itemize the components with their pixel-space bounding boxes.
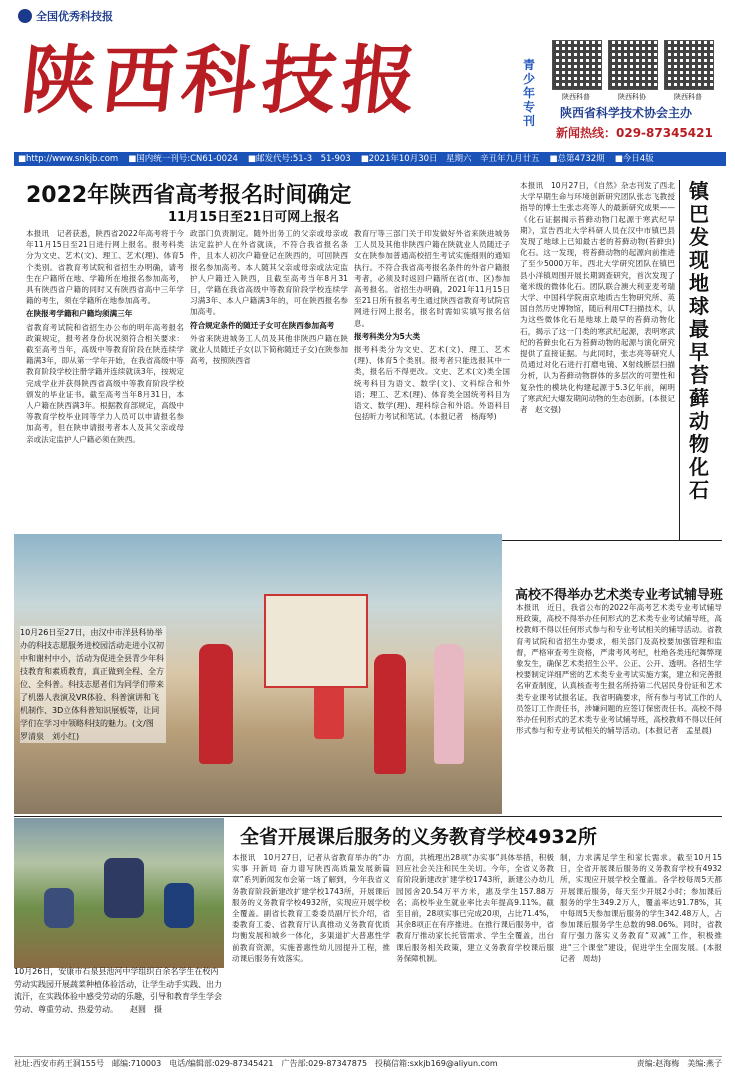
article-column: 方面，共梳理出28项“办实事”具体举措，积极回应社会关注和民生关切。今年，全省义务教育阶段新建改扩建学校1743所，新建公办幼儿园园舍20.54万平方米，惠及学生157.88万名；高校毕业生就业率比去年提高9.11%。截至目前，28项实事已完成20项，占比71.4%，其余8项正在有序推进。在推行课后服务中，省教育厅推动家长托管需求、学生全覆盖，出台课后服务相关政策，建立义务教育学校课后服务保障机制。 [396, 853, 554, 963]
qr-code[interactable] [664, 40, 712, 102]
article-headline: 高校不得举办艺术类专业考试辅导班 [515, 588, 724, 603]
masthead-title: 陕西科技报 [17, 38, 427, 124]
edition-label: 青少年专刊 [522, 58, 535, 128]
article-lead: 本报讯 记者获悉，陕西省2022年高考将于今年11月15日至21日进行网上报名。报考科类分为文史、艺术(文)、理工、艺术(理)、体育5个类别。省教育考试院和省招生办明确，请考生在户籍所在地、学籍所在地报名参加高考，具有陕西省户籍的同时又有陕西省高中三年学籍的考生，须在学籍所在地参加高考。 [26, 229, 184, 306]
award-icon [18, 9, 32, 23]
student-figure [199, 644, 233, 764]
news-hotline: 新闻热线：029-87345421 [556, 126, 713, 140]
section-heading: 在陕报考学籍和户籍均须满三年 [26, 309, 133, 319]
student-figure [374, 654, 406, 774]
article-body: 教育厅等三部门关于印发做好外省来陕进城务工人员及其他非陕西户籍在陕就业人员随迁子女在陕参加普通高校招生考试实施细则的通知执行。不符合我省高考报名条件的外省户籍报考者，必须及时返回户籍所在省(市、区)参加高考报名。省招生办明确，2021年11月15日至21日所有报名考生通过陕西省教育考试院官网进行网上报名，报名时需如实填写报名信息。 [354, 229, 510, 328]
student-figure [164, 883, 194, 928]
sidebar-article-body: 本报讯 10月27日，《自然》杂志刊发了西北大学早期生命与环境创新研究团队张志飞教授指导的博士生张志亮等人的最新研究成果——《化石证据揭示苔藓动物门起源于寒武纪早期》，宣告西北大学科研人员在汉中市镇巴县发现了地球上已知最古老的苔藓动物(苔藓虫)化石。这一发现，将苔藓动物的起源向前推进了至少5000万年。西北大学研究团队在镇巴县小洋镇周围开展长期调查研究，首次发现了毫米级的微体化石。团队联合澳大利亚麦考瑞大学、中国科学院南京地质古生物研究所、英国自然历史博物馆，随后利用CT扫描技术，认为这些微体化石是地球上最早的苔藓动物化石，揭示了这一门类的寒武纪起源，表明寒武纪的苔藓虫化石为苔藓动物的起源与演化研究提供了直接证据。与此同时，张志亮等研究人员通过对化石进行打磨电镜、X射线断层扫描分析，认为苔藓动物群体的多层次的可塑性和复杂性的模块化构建起源于5.3亿年前，阐明了寒武纪大爆发期间动物的生态创新。(本报记者 赵文强) [520, 181, 675, 415]
article-headline: 2022年陕西省高考报名时间确定 [26, 183, 352, 208]
student-figure [434, 644, 464, 764]
divider [14, 816, 722, 817]
qr-code-icon [552, 40, 602, 90]
section-heading: 符合规定条件的随迁子女可在陕西参加高考 [190, 320, 335, 330]
footer-editors: 责编:赵海梅 美编:燕子 [636, 1059, 722, 1068]
award-label: 全国优秀科技报 [36, 10, 113, 23]
qr-code[interactable] [552, 40, 600, 102]
qr-code[interactable] [608, 40, 656, 102]
page-count: ■今日4版 [614, 154, 654, 164]
article-column [354, 228, 510, 534]
website-link[interactable]: ■http://www.snkjb.com [18, 154, 119, 164]
issn-info: ■国内统一刊号:CN61-0024 [128, 154, 238, 164]
section-heading: 报考科类分为5大类 [354, 331, 421, 341]
sponsor-line: 陕西省科学技术协会主办 [560, 106, 693, 120]
article-body: 本报讯 近日，我省公布的2022年高考艺术类专业考试辅导班政策，高校不得举办任何形式的艺术类专业考试辅导班，高校教师不得以任何形式参与和专业考试相关的辅导活动。省教育考试院和省招生办要求，相关部门及高校要加强管理和监督，严格审查考生资格，严肃考风考纪，杜绝各类违纪舞弊现象发生，确保艺术类招生公平、公正、公开、透明。各招生学校要制定详细严密的艺术类专业考试实施方案，建立和完善报名审查制度，认真核查考生报名所持第二代居民身份证和艺术类专业课考试报名证。我省明确要求，所有参与考试工作的人员签订工作责任书，涉嫌问题的应签订保密责任书。高校不得举办任何形式的艺术类专业考试辅导班，高校教师不得以任何形式参与和专业考试相关的辅导活动。(本报记者 孟星晨) [516, 603, 722, 736]
teacher-figure [104, 858, 144, 918]
article-column [26, 228, 184, 534]
footer-contact: 社址:西安市药王洞155号 邮编:710003 电话/编辑部:029-87345421 广告部:029-87347875 投稿信箱:sxkjb169@aliyun.com [14, 1059, 498, 1068]
postal-code-info: ■邮发代号:51-3 51-903 [247, 154, 351, 164]
qr-code-group [552, 40, 712, 102]
page-footer [14, 1056, 722, 1071]
divider [679, 180, 680, 540]
qr-code-icon [664, 40, 714, 90]
qr-label: 陕西科普 [674, 93, 702, 101]
sidebar-vertical-title: 镇巴发现地球最早苔藓动物化石 [689, 179, 709, 502]
article-headline: 全省开展课后服务的义务教育学校4932所 [240, 826, 597, 848]
issue-number: ■总第4732期 [549, 154, 605, 164]
article-body: 政部门负责制定。随外出务工的父亲或母亲或法定监护人在外省就读，不符合我省报名条件，且本人初次户籍登记在陕西的，可回陕西报名参加高考。本人随其父亲或母亲或法定监护人户籍迁入陕西，且截至高考当年8月31日，学籍在我省高级中等教育阶段学校连续学习满3年、本人户籍满3年的，可在陕西报名参加高考。 [190, 229, 348, 317]
issue-date: ■2021年10月30日 星期六 辛丑年九月廿五 [360, 154, 540, 164]
qr-code-icon [608, 40, 658, 90]
qr-label: 陕西科普 [562, 93, 590, 101]
article-column: 制，力求满足学生和家长需求。截至10月15日，全省开展课后服务的义务教育学校有4932所，实现应开展学校全覆盖。各学校每周5天都开展课后服务，每天至少开展2小时；参加课后服务的学生349.2万人，覆盖率达91.78%，其中每周5天参加课后服务的学生342.48万人，占参加课后服务学生总数的98.06%。同时，省教育厅强力落实义务教育“双减”工作，积极推进“三个课堂”建设，促进学生全面发展。(本报记者 周劫) [560, 853, 722, 963]
article-body: 外省来陕进城务工人员及其他非陕西户籍在陕就业人员随迁子女(以下简称随迁子女)在陕参加高考，按照陕西省 [190, 333, 348, 366]
article-body: 报考科类分为文史、艺术(文)、理工、艺术(理)、体育5个类别。报考者只能选报其中一类，报名后不得更改。文史、艺术(文)类全国统考科目为语文、数学(文)、文科综合和外语；理工、艺术(理)、体育类全国统考科目为语文、数学(理)、理科综合和外语。外语科目包括听力考试和笔试。(本报记者 杨海琴) [354, 345, 510, 422]
article-body: 省教育考试院和省招生办公布的明年高考报名政策规定，报考者身份状况须符合相关要求：截至高考当年，高级中等教育阶段在陕连续学籍满3年，即从第一学年开始，在我省高级中等教育阶段学校注册学籍并连续就读3年，按规定完成学业并获得陕西省高级中等教育阶段学校颁发的毕业证书。截至高考当年8月31日，本人户籍在陕西满3年。根据教育部规定，高级中等教育学校毕业同等学力人员可以申请报名参加高考，但在陕申请报考者本人及其父亲或母亲或法定监护人户籍必须在陕西。 [26, 322, 184, 444]
exhibit-board [264, 594, 368, 688]
issue-info-bar [14, 152, 726, 166]
article-column: 本报讯 10月27日，记者从省教育举办的“办实事 开新局 奋力谱写陕西高质量发展新篇章”系列新闻发布会第一场了解到，今年我省义务教育阶段新建改扩建学校1743所，开展课后服务的义务教育学校4932所，实现应开展学校全覆盖。副省长教育工委委员副厅长介绍，省委教育工委、省教育厅认真推动义务教育优质均衡发展和城乡一体化，多渠道扩大普惠性学前教育资源，实施普惠性幼儿园提升工程，推动课后服务有效落实。 [232, 853, 390, 963]
article-subhead: 11月15日至21日可网上报名 [168, 210, 340, 225]
photo-caption: 10月26日至27日，由汉中市洋县科协举办的科技志愿服务进校园活动走进小汉初中和谢村中小，活动为促进全县青少年科技教育和素质教育，真正做到全程、全方位、全科普。科技志愿者们为同学们带来了机器人表演及VR体验、科普演讲和飞机制作、3D立体科普知识展板等，让同学们在学习中领略科技的魅力。(文/图 罗清泉 刘小红) [20, 628, 164, 741]
student-figure [44, 888, 74, 928]
article-column [190, 228, 348, 534]
photo-caption: 10月26日，安康市石泉县池河中学组织百余名学生在校内劳动实践园开展蔬菜种植体验活动，让学生动手实践、出力流汗，在实践体验中感受劳动的乐趣，引导和教育学生学会劳动、尊重劳动、热爱劳动。 赵圆 摄 [14, 967, 222, 1014]
award-badge [18, 8, 113, 24]
students-gardening-photo [14, 818, 224, 968]
qr-label: 陕西科协 [618, 93, 646, 101]
